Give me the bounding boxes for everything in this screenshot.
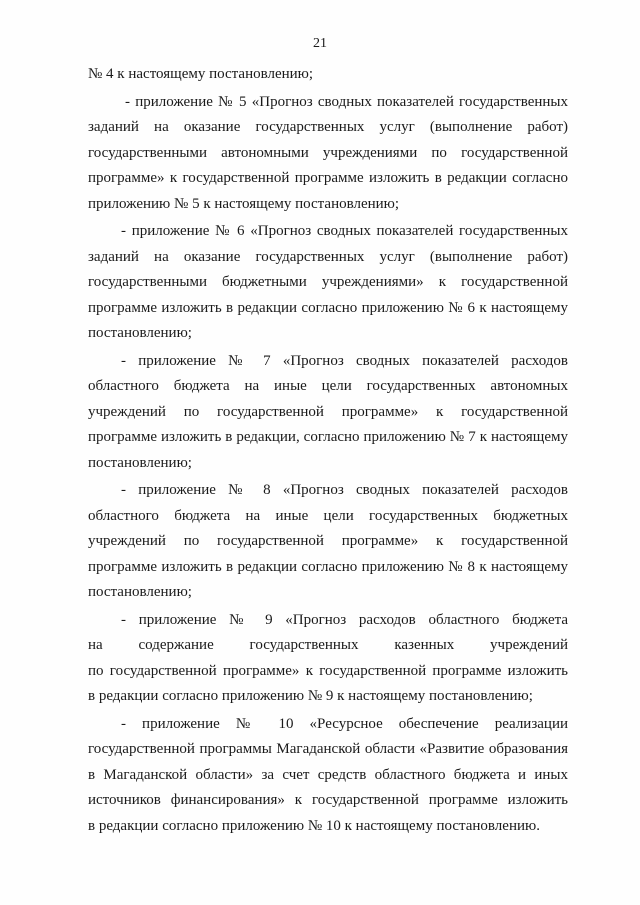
- text-line: - приложение № 5 «Прогноз сводных показателей государственных: [125, 93, 568, 110]
- text-line: - приложение № 7 «Прогноз сводных показателей расходов: [121, 352, 568, 369]
- text-line: областного бюджета на иные цели государственных бюджетных: [88, 507, 568, 524]
- paragraph-appendix-8: [88, 478, 568, 606]
- text-line: - приложение № 8 «Прогноз сводных показателей расходов: [121, 482, 568, 498]
- text-line: государственной программы Магаданской области «Развитие образования: [88, 741, 568, 757]
- text-line: программе изложить в редакции согласно приложению № 8 к настоящему: [88, 558, 568, 575]
- text-line: программе изложить в редакции, согласно приложению № 7 к настоящему: [88, 429, 568, 445]
- text-line: заданий на оказание государственных услуг (выполнение работ): [88, 119, 568, 135]
- text-line: постановлению;: [88, 454, 192, 471]
- text-line: в редакции согласно приложению № 10 к настоящему постановлению.: [88, 817, 540, 834]
- paragraph-appendix-6: [88, 219, 568, 347]
- text-line: заданий на оказание государственных услуг (выполнение работ): [88, 248, 568, 265]
- paragraph-appendix-9: [88, 608, 568, 710]
- paragraph-appendix-5: [88, 90, 568, 218]
- text-line: учреждений по государственной программе» к государственной: [88, 403, 568, 420]
- text-line: в Магаданской области» за счет средств областного бюджета и иных: [88, 766, 568, 783]
- text-line: постановлению;: [88, 325, 192, 341]
- paragraph-continuation: [88, 62, 568, 88]
- text-line: учреждений по государственной программе» к государственной: [88, 533, 568, 549]
- text-line: на содержание государственных казенных учреждений: [88, 637, 568, 653]
- text-line: в редакции согласно приложению № 9 к настоящему постановлению;: [88, 688, 533, 704]
- text-line: - приложение № 6 «Прогноз сводных показателей государственных: [121, 223, 568, 239]
- text-line: областного бюджета на иные цели государственных автономных: [88, 378, 568, 394]
- document-body: [88, 62, 568, 841]
- text-line: источников финансирования» к государственной программе изложить: [88, 792, 568, 808]
- text-line: по государственной программе» к государственной программе изложить: [88, 662, 568, 679]
- text-line: программе» к государственной программе изложить в редакции согласно: [88, 170, 568, 186]
- text-line: приложению № 5 к настоящему постановлению;: [88, 195, 400, 212]
- text-line: постановлению;: [88, 584, 192, 600]
- text-line: государственными бюджетными учреждениями» к государственной: [88, 274, 568, 290]
- paragraph-appendix-7: [88, 349, 568, 477]
- text-line: государственными автономными учреждениями по государственной: [88, 144, 568, 161]
- text-line: - приложение № 9 «Прогноз расходов областного бюджета: [121, 611, 568, 628]
- text-line: - приложение № 10 «Ресурсное обеспечение реализации: [121, 715, 568, 732]
- page-number: 21: [313, 36, 327, 51]
- paragraph-appendix-10: [88, 712, 568, 840]
- text-line: программе изложить в редакции согласно приложению № 6 к настоящему: [88, 299, 568, 316]
- text-line: № 4 к настоящему постановлению;: [88, 66, 314, 82]
